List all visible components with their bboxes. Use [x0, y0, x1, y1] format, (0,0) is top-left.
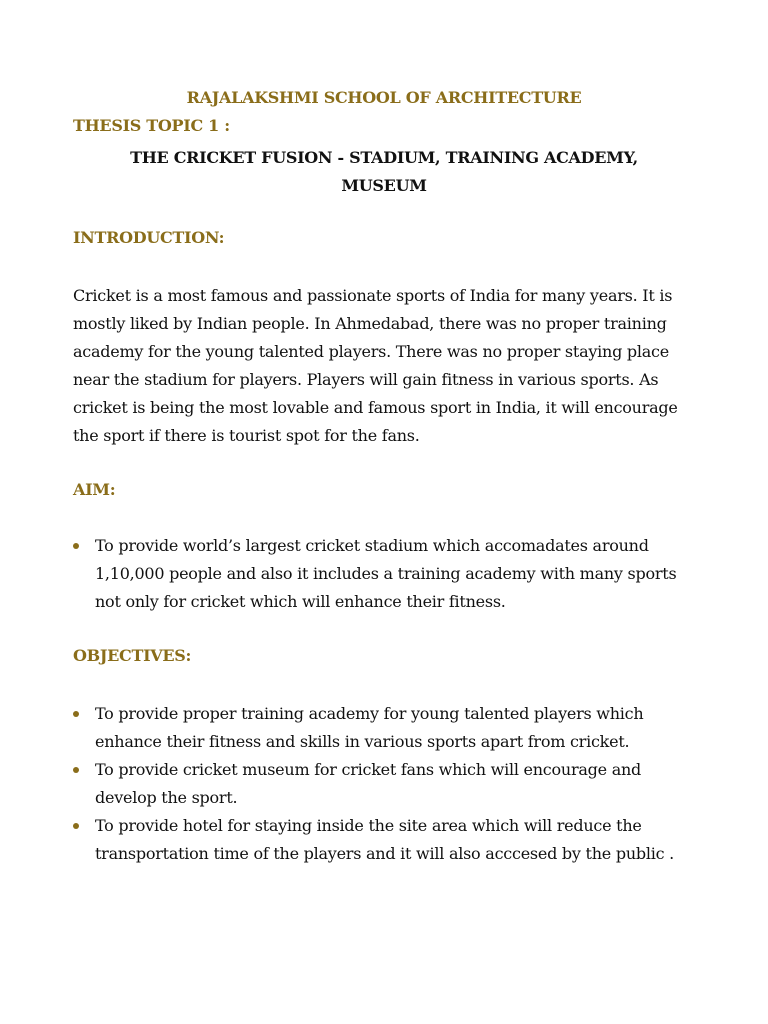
bullet-icon — [73, 711, 79, 717]
introduction-heading: INTRODUCTION: — [73, 228, 225, 247]
bullet-icon — [73, 823, 79, 829]
objective-item-text: To provide proper training academy for young talented players which enhance their fitness and skills in various sports apart from cricket. — [95, 704, 644, 751]
thesis-topic-label: THESIS TOPIC 1 : — [73, 116, 230, 135]
introduction-text: Cricket is a most famous and passionate sports of India for many years. It is mostly liked by Indian people. In Ahmedabad, there was no proper training academy for the young talented players. There was no proper staying place near the stadium for players. Players will gain fitness in various sports. As cricket is being the most lovable and famous sport in India, it will encourage the sport if there is tourist spot for the fans. — [73, 286, 678, 445]
thesis-title-line-2: MUSEUM — [341, 176, 427, 195]
list-item — [73, 812, 703, 868]
thesis-title — [100, 144, 668, 200]
list-item — [73, 532, 703, 616]
bullet-icon — [73, 767, 79, 773]
objectives-list — [73, 700, 703, 868]
aim-item-text: To provide world’s largest cricket stadium which accomadates around 1,10,000 people and also it includes a training academy with many sports not only for cricket which will enhance their fitness. — [95, 536, 677, 611]
aim-heading: AIM: — [73, 480, 116, 499]
thesis-title-line-1: THE CRICKET FUSION - STADIUM, TRAINING ACADEMY, — [130, 148, 638, 167]
bullet-icon — [73, 543, 79, 549]
list-item — [73, 756, 703, 812]
objective-item-text: To provide hotel for staying inside the site area which will reduce the transportation time of the players and it will also acccesed by the public . — [95, 816, 674, 863]
objective-item-text: To provide cricket museum for cricket fans which will encourage and develop the sport. — [95, 760, 642, 807]
list-item — [73, 700, 703, 756]
aim-list — [73, 532, 703, 616]
school-name: RAJALAKSHMI SCHOOL OF ARCHITECTURE — [186, 88, 582, 107]
objectives-heading: OBJECTIVES: — [73, 646, 192, 665]
